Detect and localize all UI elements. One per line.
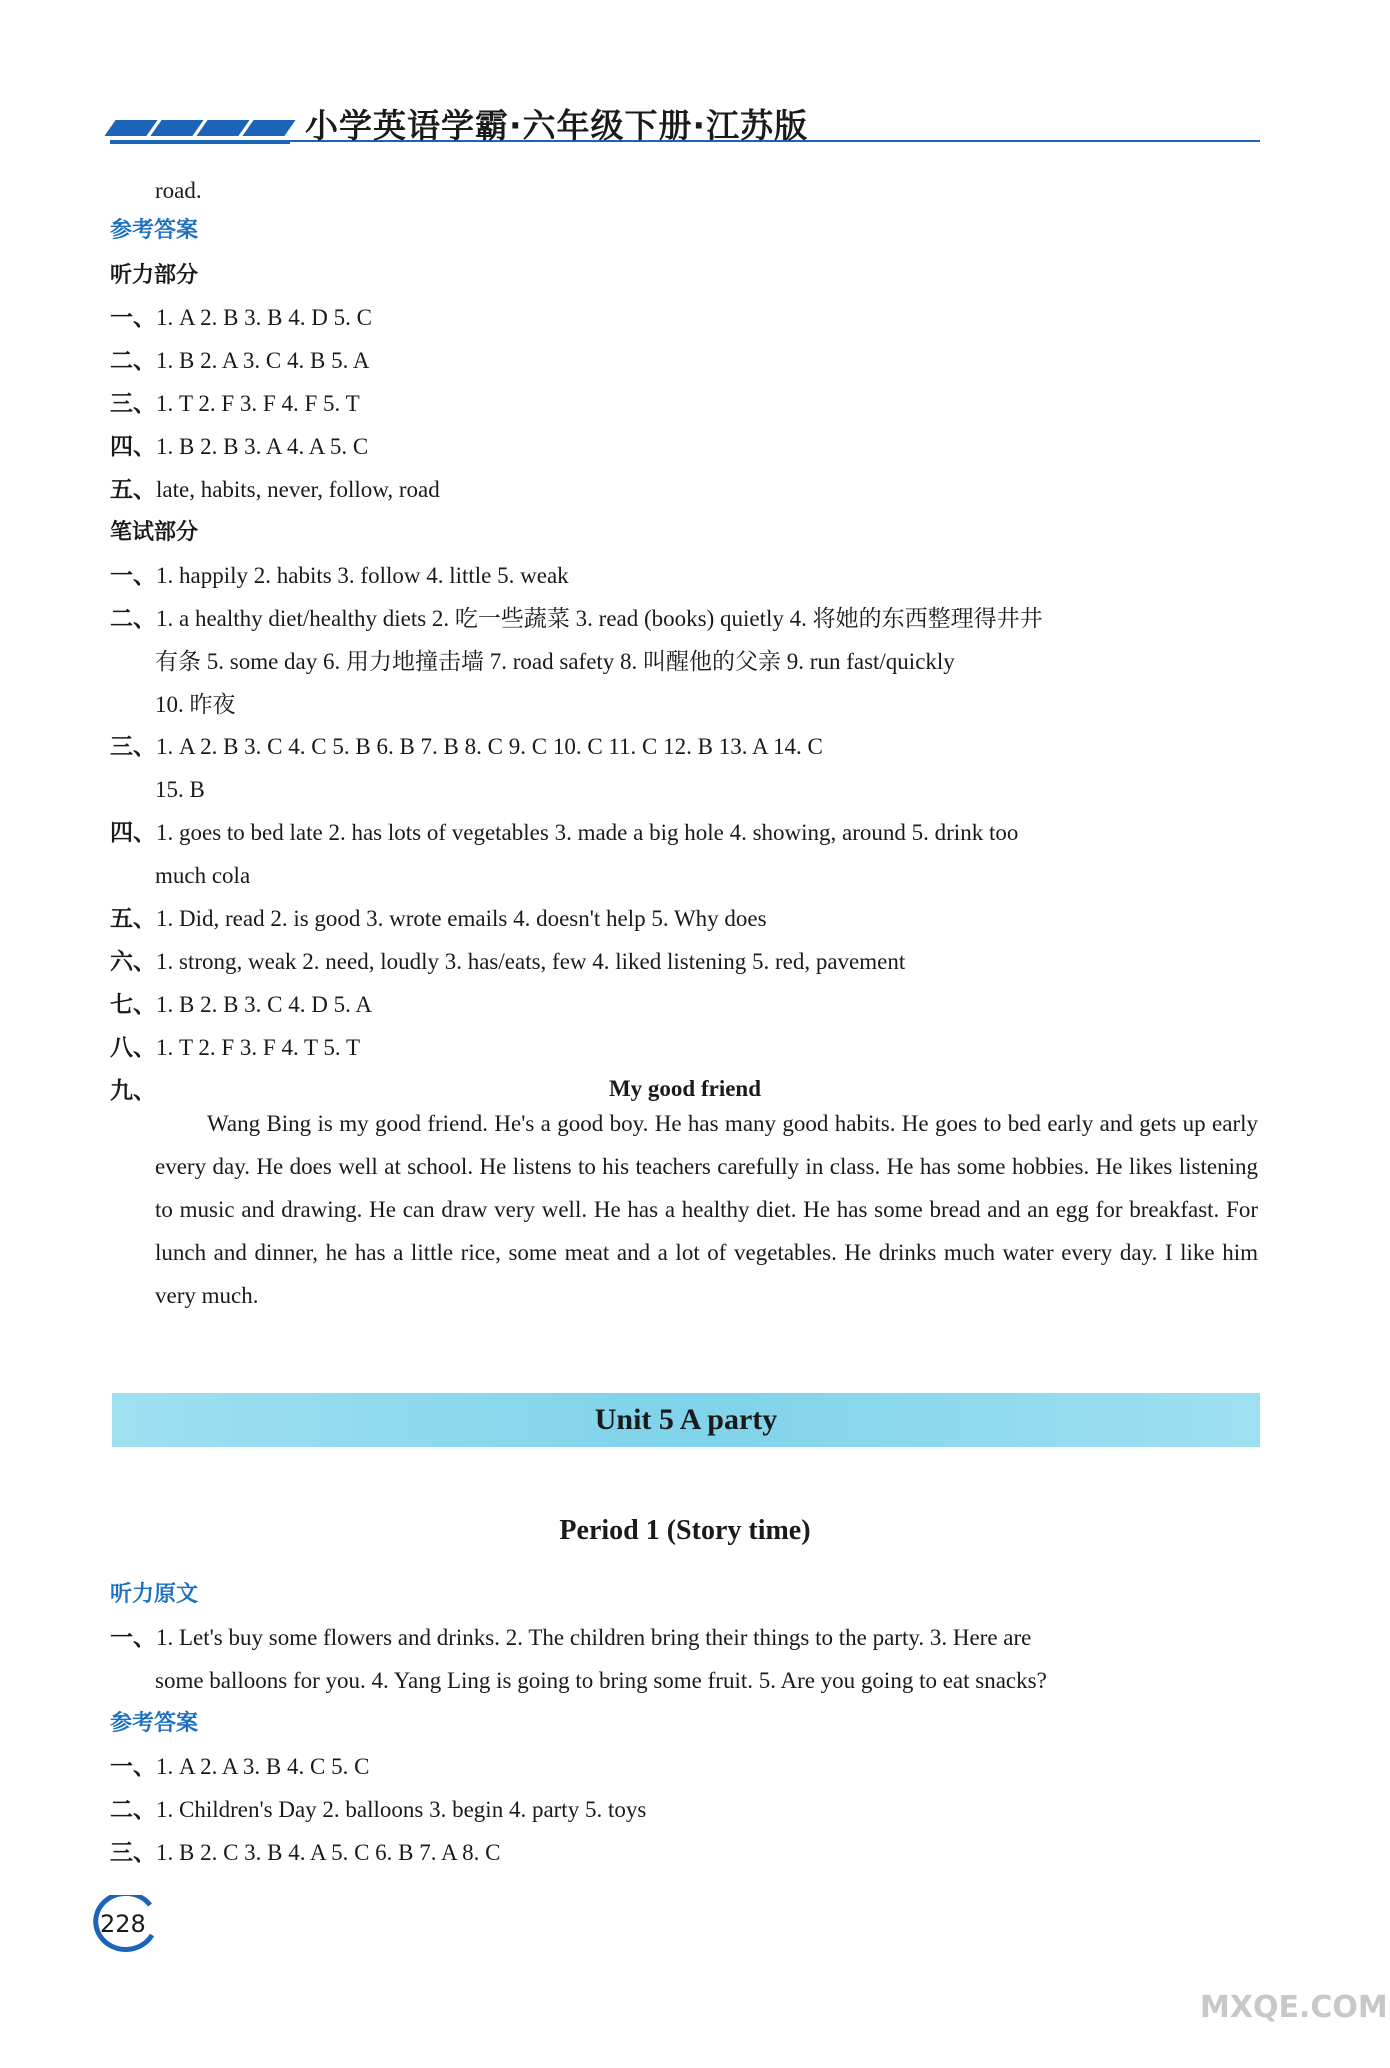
period-title: Period 1 (Story time) [559, 1515, 811, 1546]
answer-row: 六、1. strong, weak 2. need, loudly 3. has/eats, few 4. liked listening 5. red, pavement [110, 949, 906, 975]
answer-row: 一、1. A 2. B 3. B 4. D 5. C [110, 305, 372, 331]
watermark: MXQE.COM [1200, 1990, 1388, 2025]
answer-row: 15. B [155, 777, 205, 802]
section-written: 笔试部分 [110, 520, 199, 545]
answer-row: 五、late, habits, never, follow, road [110, 477, 440, 503]
answer-row: much cola [155, 863, 251, 888]
header-rule-thick [110, 140, 290, 144]
answer-row: 有条 5. some day 6. 用力地撞击墙 7. road safety 8. 叫醒他的父亲 9. run fast/quickly [155, 649, 955, 674]
answer-row: 二、1. B 2. A 3. C 4. B 5. A [110, 348, 370, 374]
section-listening: 听力部分 [110, 263, 199, 288]
answer-row: 二、1. Children's Day 2. balloons 3. begin 4. party 5. toys [110, 1797, 647, 1823]
answer-row: 三、1. T 2. F 3. F 4. F 5. T [110, 391, 360, 417]
page-header [110, 100, 1260, 150]
section-listening-text: 听力原文 [110, 1582, 199, 1607]
answer-row: 一、1. happily 2. habits 3. follow 4. little 5. weak [110, 563, 569, 589]
answer-row: 四、1. goes to bed late 2. has lots of vegetables 3. made a big hole 4. showing, around 5. drink too [110, 820, 1019, 846]
header-stripes [110, 120, 290, 136]
listening-script-line: 一、1. Let's buy some flowers and drinks. 2. The children bring their things to the party. 3. Here are [110, 1625, 1032, 1651]
book-title: 小学英语学霸·六年级下册·江苏版 [305, 106, 809, 145]
essay-label: 九、 [110, 1078, 156, 1104]
section-ref-answers-2: 参考答案 [110, 1711, 199, 1736]
section-ref-answers: 参考答案 [110, 218, 199, 243]
listening-script-line: some balloons for you. 4. Yang Ling is going to bring some fruit. 5. Are you going to eat snacks? [155, 1668, 1047, 1693]
answer-row: 八、1. T 2. F 3. F 4. T 5. T [110, 1035, 361, 1061]
answer-row: 五、1. Did, read 2. is good 3. wrote emails 4. doesn't help 5. Why does [110, 906, 767, 932]
answer-row: 四、1. B 2. B 3. A 4. A 5. C [110, 434, 369, 460]
essay-body: Wang Bing is my good friend. He's a good boy. He has many good habits. He goes to bed early and gets up early every day. He does well at school. He listens to his teachers carefully in class. He has some hobbies. He likes listening to music and drawing. He can draw very well. He has a healthy diet. He has some bread and an egg for breakfast. For lunch and dinner, he has a little rice, some meat and a lot of vegetables. He drinks much water every day. I like him very much. [155, 1111, 1258, 1308]
page-number: 228 [100, 1910, 146, 1938]
answer-row: 三、1. B 2. C 3. B 4. A 5. C 6. B 7. A 8. C [110, 1840, 501, 1866]
answer-row: 三、1. A 2. B 3. C 4. C 5. B 6. B 7. B 8. C 9. C 10. C 11. C 12. B 13. A 14. C [110, 734, 823, 760]
continued-text: road. [155, 178, 202, 203]
unit-banner: Unit 5 A party [112, 1393, 1260, 1447]
answer-row: 七、1. B 2. B 3. C 4. D 5. A [110, 992, 372, 1018]
answer-row: 一、1. A 2. A 3. B 4. C 5. C [110, 1754, 370, 1780]
essay-title: My good friend [608, 1076, 762, 1101]
answer-row: 10. 昨夜 [155, 692, 236, 717]
answer-row: 二、1. a healthy diet/healthy diets 2. 吃一些蔬菜 3. read (books) quietly 4. 将她的东西整理得井井 [110, 606, 1043, 632]
